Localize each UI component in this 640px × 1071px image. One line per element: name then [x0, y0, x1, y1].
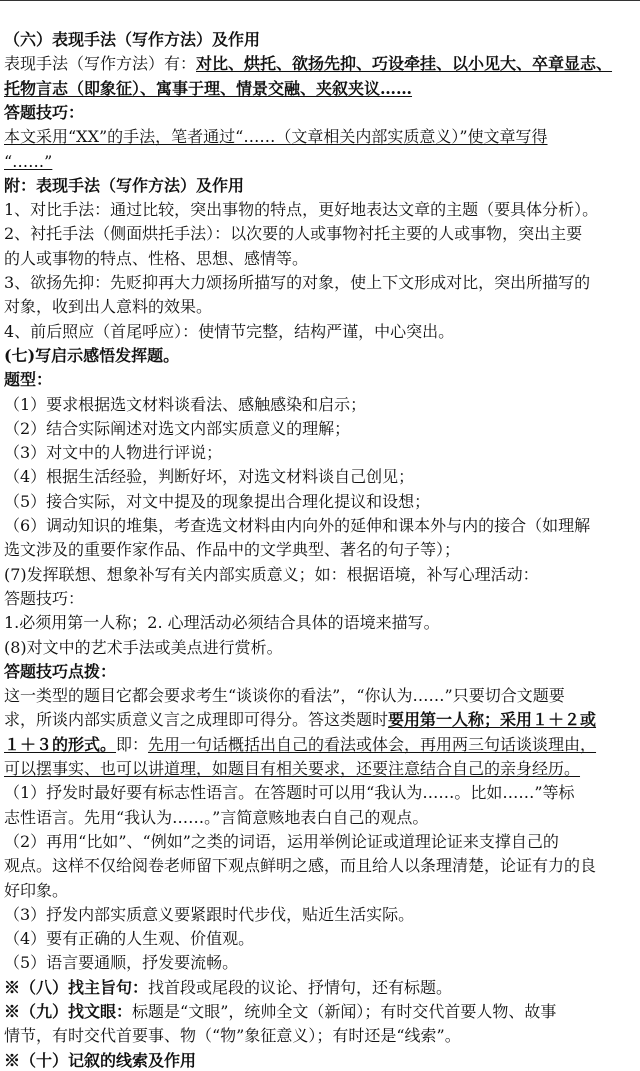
- text-run: 3、欲扬先抑：先贬抑再大力颂扬所描写的对象，使上下文形成对比，突出所描写的: [4, 273, 591, 292]
- text-run: （1）抒发时最好要有标志性语言。在答题时可以用“我认为……。比如……”等标: [4, 783, 575, 803]
- text-line: [4, 856, 636, 876]
- text-line: [4, 200, 636, 220]
- text-run: 先用一句话概括出自己的看法或体会，再用两三句话谈谈理由，: [148, 734, 597, 754]
- text-run: 这一类型的题目它都会要求考生“谈谈你的看法”，“你认为……”只要切合文题要: [4, 686, 565, 706]
- text-line: [4, 467, 636, 487]
- text-run: 1.必须用第一人称；2. 心理活动必须结合具体的语境来描写。: [4, 613, 440, 633]
- text-line: [4, 1026, 636, 1046]
- text-run: 托物言志（即象征）、寓事于理、情景交融、夹叙夹议……: [4, 78, 413, 98]
- text-line: [4, 929, 636, 949]
- text-line: [4, 297, 636, 317]
- text-run: 选文涉及的重要作家作品、作品中的文学典型、著名的句子等）；: [4, 540, 461, 560]
- text-run: 表现手法（写作方法）有：: [4, 54, 197, 74]
- text-line: [4, 176, 636, 196]
- text-line: [4, 783, 636, 803]
- text-line: [4, 395, 636, 415]
- text-line: [4, 79, 636, 99]
- text-line: [4, 370, 636, 390]
- text-line: [4, 540, 636, 560]
- text-line: [4, 1051, 636, 1071]
- text-line: [4, 905, 636, 925]
- text-line: [4, 224, 636, 244]
- text-line: [4, 1002, 636, 1022]
- text-run: 2、衬托手法（侧面烘托手法）：以次要的人或事物衬托主要的人或事物，突出主要: [4, 224, 583, 244]
- text-line: [4, 710, 636, 730]
- text-run: (8)对文中的艺术手法或美点进行赏析。: [4, 637, 283, 657]
- text-run: 可以摆事实、也可以讲道理，如题目有相关要求，还要注意结合自己的亲身经历。: [4, 759, 581, 778]
- text-line: [4, 322, 636, 342]
- text-run: （5）接合实际，对文中提及的现象提出合理化提议和设想；: [4, 491, 431, 511]
- text-run: （4）要有正确的人生观、价值观。: [4, 929, 255, 949]
- text-line: [4, 686, 636, 706]
- text-line: [4, 759, 636, 779]
- text-run: ※（十）记叙的线索及作用: [4, 1050, 197, 1070]
- text-run: 4、前后照应（首尾呼应）：使情节完整，结构严谨，中心突出。: [4, 321, 455, 341]
- text-run: 答题技巧：: [4, 102, 85, 122]
- text-line: [4, 978, 636, 998]
- text-line: [4, 808, 636, 828]
- text-line: [4, 881, 636, 901]
- text-run: （4）根据生活经验，判断好坏，对选文材料谈自己创见；: [4, 467, 415, 487]
- text-line: [4, 30, 636, 50]
- text-run: 找首段或尾段的议论、抒情句，还有标题。: [148, 977, 453, 997]
- text-run: 附：表现手法（写作方法）及作用: [4, 175, 245, 195]
- text-run: 题型：: [4, 370, 53, 390]
- text-line: [4, 443, 636, 463]
- text-run: 标题是“文眼”，统帅全文（新闻）；有时交代首要人物、故事: [132, 1002, 557, 1021]
- text-run: （6）调动知识的堆集，考查选文材料由内向外的延伸和课本外与内的接合（如理解: [4, 516, 591, 535]
- text-line: [4, 662, 636, 682]
- text-run: 对象，收到出人意料的效果。: [4, 297, 213, 317]
- text-run: 观点。这样不仅给阅卷老师留下观点鲜明之感，而且给人以条理清楚，论证有力的良: [4, 856, 597, 876]
- text-run: （2）再用“比如”、“例如”之类的词语，运用举例论证或道理论证来支撑自己的: [4, 831, 559, 851]
- text-run: 情节，有时交代首要事、物（“物”象征意义）；有时还是“线索”。: [4, 1026, 461, 1046]
- text-line: [4, 565, 636, 585]
- text-run: 的人或事物的特点、性格、思想、感情等。: [4, 248, 309, 268]
- text-line: [4, 492, 636, 512]
- text-run: （3）抒发内部实质意义要紧跟时代步伐，贴近生活实际。: [4, 904, 415, 924]
- text-run: “……”: [4, 151, 53, 171]
- text-line: [4, 638, 636, 658]
- text-run: 好印象。: [4, 880, 69, 900]
- text-run: 志性语言。先用“我认为……。”言简意赅地表白自己的观点。: [4, 807, 429, 827]
- text-run: 对比、烘托、欲扬先抑、巧设牵挂、以小见大、卒章显志、: [196, 54, 613, 74]
- text-line: [4, 103, 636, 123]
- text-run: （六）表现手法（写作方法）及作用: [4, 30, 261, 49]
- text-run: ※（八）找主旨句：: [4, 977, 149, 997]
- text-run: 本文采用“XX”的手法，笔者通过“……（文章相关内部实质意义）”使文章写得: [4, 127, 548, 147]
- text-run: １＋３的形式。: [4, 734, 117, 754]
- text-run: ※（九）找文眼：: [4, 1002, 133, 1021]
- text-run: 答题技巧点拨：: [4, 661, 117, 681]
- text-line: [4, 346, 636, 366]
- text-line: [4, 613, 636, 633]
- top-rule: [0, 0, 640, 1]
- text-line: [4, 54, 636, 74]
- text-run: (七)写启示感悟发挥题。: [4, 345, 180, 365]
- text-line: [4, 735, 636, 755]
- text-line: [4, 832, 636, 852]
- text-line: [4, 127, 636, 147]
- text-run: （2）结合实际阐述对选文内部实质意义的理解；: [4, 418, 351, 438]
- text-run: （1）要求根据选文材料谈看法、感触感染和启示；: [4, 394, 367, 414]
- text-run: 求，所谈内部实质意义言之成理即可得分。答这类题时: [4, 710, 389, 730]
- text-run: （5）语言要通顺，抒发要流畅。: [4, 953, 239, 973]
- text-run: 1、对比手法：通过比较，突出事物的特点，更好地表达文章的主题（要具体分析）。: [4, 200, 599, 220]
- text-run: 答题技巧：: [4, 588, 85, 608]
- text-run: 即：: [116, 734, 149, 754]
- text-run: 要用第一人称；采用１＋２或: [388, 710, 597, 730]
- text-line: [4, 152, 636, 172]
- text-line: [4, 516, 636, 536]
- text-line: [4, 589, 636, 609]
- text-run: (7)发挥联想、想象补写有关内部实质意义；如：根据语境，补写心理活动：: [4, 564, 539, 584]
- text-line: [4, 419, 636, 439]
- text-line: [4, 953, 636, 973]
- text-run: （3）对文中的人物进行评说；: [4, 443, 223, 463]
- text-line: [4, 273, 636, 293]
- text-line: [4, 249, 636, 269]
